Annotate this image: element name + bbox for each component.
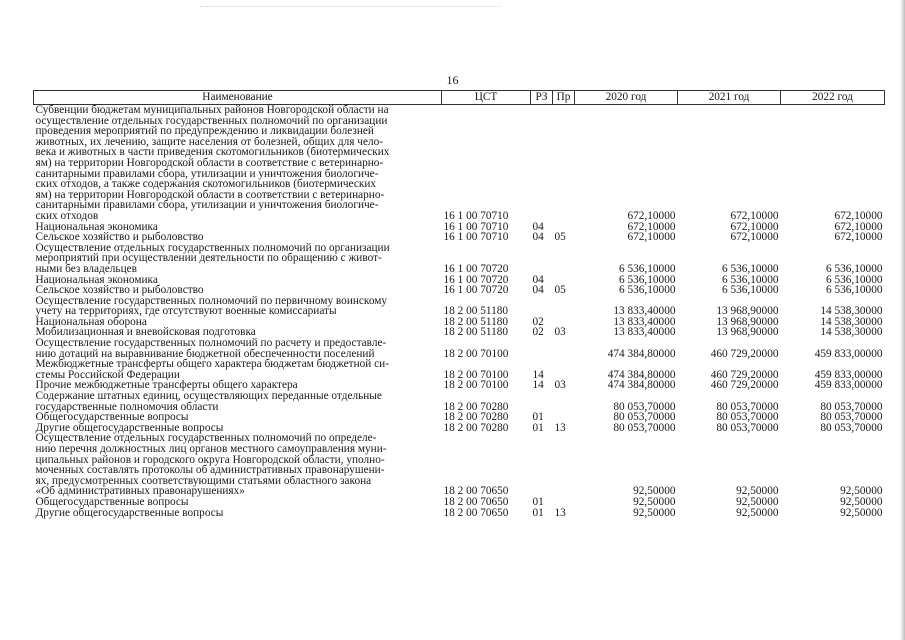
row-pr: 05 [554, 284, 566, 297]
row-value-2020: 92,50000 [633, 485, 676, 498]
row-value-2020: 474 384,80000 [607, 379, 676, 392]
row-value-2022: 672,10000 [834, 231, 883, 244]
scan-edge-shadow [900, 0, 905, 640]
row-cst: 18 2 00 70650 [443, 495, 509, 508]
row-name-line: государственные полномочия области [35, 400, 219, 413]
row-name-line: учету на территориях, где отсутствуют военные комиссариаты [35, 305, 337, 318]
row-value-2020: 13 833,40000 [613, 315, 676, 328]
row-name-line: Осуществление отдельных государственных полномочий по организации [35, 241, 390, 254]
table-body [34, 105, 885, 519]
row-pr [553, 359, 575, 380]
row-rz: 01 [532, 495, 544, 508]
row-value-2020: 13 833,40000 [613, 305, 676, 318]
table-row [34, 497, 885, 508]
row-name [34, 508, 442, 519]
row-rz [531, 338, 553, 359]
row-value-2021: 6 536,10000 [722, 262, 779, 275]
row-value-2020: 474 384,80000 [607, 347, 676, 360]
row-pr [553, 338, 575, 359]
row-value-2021: 460 729,20000 [710, 379, 779, 392]
table-row [34, 359, 885, 380]
row-value-2022: 6 536,10000 [826, 262, 883, 275]
row-name-line: «Об административных правонарушениях» [35, 485, 245, 498]
row-rz [531, 391, 553, 412]
table-row [34, 338, 885, 359]
row-rz: 02 [532, 326, 544, 339]
row-name-line: Мобилизационная и вневойсковая подготовка [35, 326, 256, 339]
row-rz: 01 [532, 421, 544, 434]
row-value-2022: 14 538,30000 [820, 315, 883, 328]
row-value-2020: 92,50000 [633, 506, 676, 519]
row-cst: 18 2 00 70100 [443, 347, 509, 360]
row-value-2022: 14 538,30000 [820, 305, 883, 318]
table-row [34, 296, 885, 317]
row-name-line: ными без владельцев [35, 262, 137, 275]
row-name-line: ских отходов, а также содержания скотомогильников (биотермических [35, 178, 377, 191]
table-row [34, 433, 885, 497]
row-value-2021: 460 729,20000 [710, 347, 779, 360]
row-cst: 16 1 00 70710 [443, 231, 509, 244]
row-value-2020: 92,50000 [633, 495, 676, 508]
row-value-2021: 13 968,90000 [716, 326, 779, 339]
row-name-line: Общегосударственные вопросы [35, 411, 189, 424]
row-name-line: века и животных в части приведения скотомогильников (биотермических [35, 146, 390, 159]
row-pr [553, 433, 575, 497]
row-rz: 01 [532, 411, 544, 424]
header-2022: 2022 год [781, 91, 885, 105]
row-cst: 16 1 00 70720 [443, 284, 509, 297]
row-value-2021: 672,10000 [730, 209, 779, 222]
row-rz [531, 296, 553, 317]
row-value-2022: 459 833,00000 [814, 379, 883, 392]
row-pr [553, 105, 575, 222]
row-name-line: Национальная экономика [35, 273, 158, 286]
row-name-line: Другие общегосударственные вопросы [35, 506, 224, 519]
row-value-2022: 459 833,00000 [814, 347, 883, 360]
row-value-2022: 80 053,70000 [820, 411, 883, 424]
row-name-line: моченных составлять протоколы об административных правонарушени- [35, 464, 385, 477]
row-cst: 18 2 00 70100 [443, 379, 509, 392]
row-name-line: Национальная оборона [35, 315, 147, 328]
row-value-2022: 92,50000 [840, 485, 883, 498]
row-pr [553, 497, 575, 508]
row-value-2021: 80 053,70000 [716, 411, 779, 424]
row-name [34, 105, 442, 222]
row-name-line: осуществление отдельных государственных полномочий по организации [35, 114, 388, 127]
row-name-line: Осуществление государственных полномочий по расчету и предоставле- [35, 337, 387, 350]
row-pr: 13 [554, 421, 566, 434]
row-value-2021: 13 968,90000 [716, 305, 779, 318]
row-name-line: Содержание штатных единиц, осуществляющих переданные отдельные [35, 390, 382, 403]
row-name-line: Сельское хозяйство и рыболовство [35, 231, 204, 244]
row-name-line: ям) на территории Новгородской области в соответствии с ветеринарно- [35, 188, 385, 201]
row-value-2020: 6 536,10000 [619, 262, 676, 275]
row-value-2021: 92,50000 [736, 506, 779, 519]
table-header-row [34, 91, 885, 105]
header-2020: 2020 год [575, 91, 678, 105]
row-cst: 18 2 00 70100 [443, 368, 509, 381]
row-name-line: нию дотаций на выравнивание бюджетной обеспеченности поселений [35, 347, 375, 360]
row-name-line: ям) на территории Новгородской области в соответствие с ветеринарно- [35, 156, 384, 169]
table-row [34, 105, 885, 222]
row-value-2022: 92,50000 [840, 495, 883, 508]
row-cst: 18 2 00 70280 [443, 400, 509, 413]
row-name-line: стемы Российской Федерации [35, 368, 180, 381]
row-value-2020: 80 053,70000 [613, 411, 676, 424]
header-name: Наименование [34, 91, 442, 105]
row-value-2020: 13 833,40000 [613, 326, 676, 339]
row-rz: 04 [532, 231, 544, 244]
row-rz [531, 433, 553, 497]
row-value-2020: 672,10000 [627, 209, 676, 222]
row-name-line: Общегосударственные вопросы [35, 495, 189, 508]
row-value-2022: 80 053,70000 [820, 421, 883, 434]
row-cst: 16 1 00 70710 [443, 220, 509, 233]
row-rz: 01 [532, 506, 544, 519]
header-cst: ЦСТ [442, 91, 531, 105]
row-pr [553, 296, 575, 317]
row-name-line: Другие общегосударственные вопросы [35, 421, 224, 434]
row-name-line: ских отходов [35, 209, 99, 222]
row-name-line: Межбюджетные трансферты общего характера бюджетам бюджетной си- [35, 358, 389, 371]
row-rz: 04 [532, 220, 544, 233]
row-pr: 05 [554, 231, 566, 244]
row-name [34, 338, 442, 359]
row-value-2022: 92,50000 [840, 506, 883, 519]
row-name-line: проведения мероприятий по предупреждению и ликвидации болезней [35, 125, 374, 138]
row-name-line: санитарными правилами сбора, утилизации и уничтожения биологиче- [35, 199, 379, 212]
row-value-2021: 6 536,10000 [722, 284, 779, 297]
row-pr [553, 243, 575, 275]
row-name-line: животных, их лечению, защите населения от болезней, общих для чело- [35, 135, 384, 148]
budget-table [33, 90, 885, 518]
row-name-line: нию перечня должностных лиц органов местного самоуправления муни- [35, 443, 387, 455]
page-number: 16 [446, 73, 459, 87]
row-pr: 03 [554, 326, 566, 339]
row-value-2020: 80 053,70000 [613, 400, 676, 413]
row-value-2021: 672,10000 [730, 220, 779, 233]
row-value-2022: 459 833,00000 [814, 368, 883, 381]
row-value-2022: 6 536,10000 [826, 284, 883, 297]
row-rz: 14 [532, 368, 544, 381]
row-name-line: Национальная экономика [35, 220, 158, 233]
row-value-2020: 474 384,80000 [607, 368, 676, 381]
row-value-2020: 6 536,10000 [619, 284, 676, 297]
header-2021: 2021 год [678, 91, 781, 105]
row-value-2022: 672,10000 [834, 220, 883, 233]
row-pr: 03 [554, 379, 566, 392]
row-name [34, 359, 442, 380]
table-row [34, 508, 885, 519]
row-name [34, 296, 442, 317]
row-value-2021: 80 053,70000 [716, 400, 779, 413]
header-rz: РЗ [531, 91, 553, 105]
row-value-2022: 80 053,70000 [820, 400, 883, 413]
row-name-line: мероприятий при осуществлении деятельности по обращению с живот- [35, 252, 382, 265]
row-name-line: Субвенции бюджетам муниципальных районов Новгородской области на [35, 104, 389, 116]
row-cst: 16 1 00 70710 [443, 209, 509, 222]
row-name [34, 433, 442, 497]
row-rz [531, 243, 553, 275]
row-rz [531, 105, 553, 222]
row-cst: 18 2 00 51180 [443, 305, 509, 318]
row-value-2022: 6 536,10000 [826, 273, 883, 286]
table-row [34, 391, 885, 412]
row-rz: 04 [532, 273, 544, 286]
row-value-2022: 672,10000 [834, 209, 883, 222]
row-name-line: ципальных районов и городского округа Новгородской области, уполно- [35, 453, 385, 466]
row-cst: 18 2 00 70280 [443, 411, 509, 424]
row-value-2020: 80 053,70000 [613, 421, 676, 434]
row-cst: 18 2 00 70280 [443, 421, 509, 434]
row-value-2020: 6 536,10000 [619, 273, 676, 286]
row-value-2021: 80 053,70000 [716, 421, 779, 434]
header-pr: Пр [553, 91, 575, 105]
row-value-2020: 672,10000 [627, 231, 676, 244]
row-cst: 18 2 00 70650 [443, 506, 509, 519]
row-value-2021: 92,50000 [736, 485, 779, 498]
row-value-2021: 13 968,90000 [716, 315, 779, 328]
row-name [34, 391, 442, 412]
row-rz: 02 [532, 315, 544, 328]
row-cst: 16 1 00 70720 [443, 273, 509, 286]
row-cst: 18 2 00 70650 [443, 485, 509, 498]
row-cst: 18 2 00 51180 [443, 315, 509, 328]
row-name-line: Осуществление государственных полномочий по первичному воинскому [35, 294, 388, 307]
row-name-line: санитарными правилами сбора, утилизации и уничтожения биологиче- [35, 167, 379, 180]
row-cst: 18 2 00 51180 [443, 326, 509, 339]
row-name-line: Прочие межбюджетные трансферты общего характера [35, 379, 298, 392]
row-name-line: Сельское хозяйство и рыболовство [35, 284, 204, 297]
row-value-2021: 6 536,10000 [722, 273, 779, 286]
row-name [34, 497, 442, 508]
row-value-2020: 672,10000 [627, 220, 676, 233]
row-name-line: Осуществление отдельных государственных полномочий по определе- [35, 432, 377, 445]
row-name-line: ях, предусмотренных соответствующими статьями областного закона [35, 474, 372, 487]
row-value-2021: 460 729,20000 [710, 368, 779, 381]
table-row [34, 243, 885, 275]
row-name [34, 243, 442, 275]
row-cst: 16 1 00 70720 [443, 262, 509, 275]
row-value-2021: 92,50000 [736, 495, 779, 508]
row-rz: 14 [532, 379, 544, 392]
row-pr: 13 [554, 506, 566, 519]
scan-artifact [200, 6, 500, 8]
row-rz: 04 [532, 284, 544, 297]
row-value-2022: 14 538,30000 [820, 326, 883, 339]
row-pr [553, 391, 575, 412]
row-value-2021: 672,10000 [730, 231, 779, 244]
